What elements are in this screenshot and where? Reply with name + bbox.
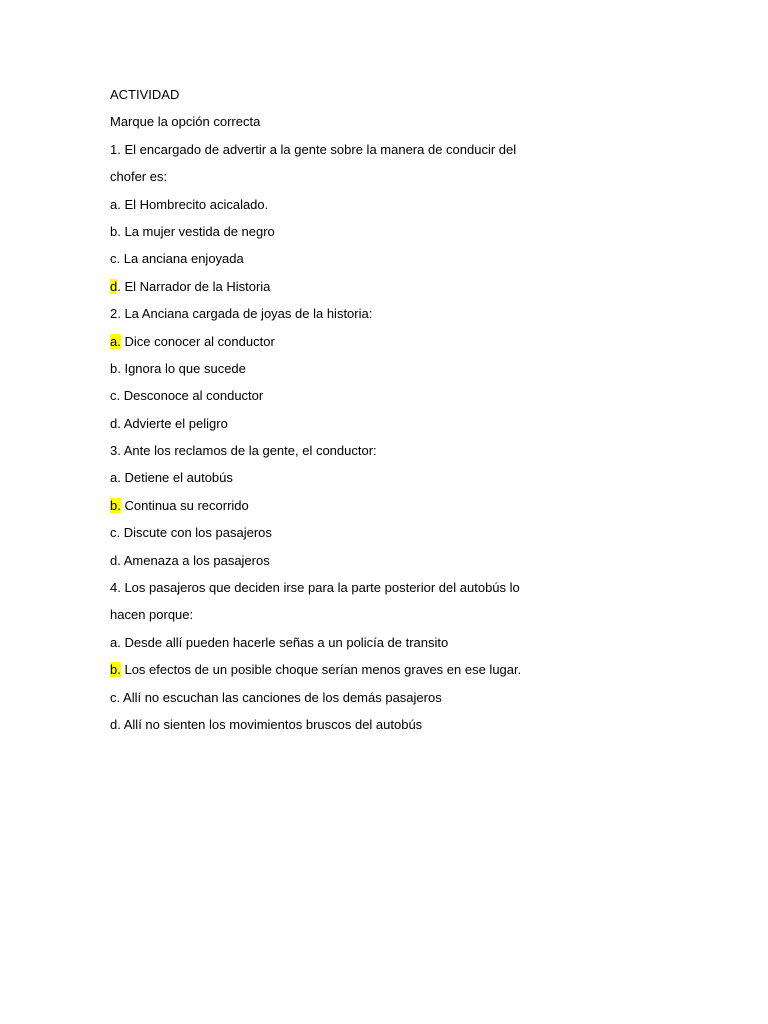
- answer-option: [110, 684, 670, 711]
- option-letter: d.: [110, 716, 121, 732]
- answer-option: [110, 547, 670, 574]
- answer-option: [110, 382, 670, 409]
- option-letter: c.: [110, 525, 121, 541]
- question-stem-line: hacen porque:: [110, 607, 194, 623]
- option-text: Amenaza a los pasajeros: [123, 552, 270, 568]
- answer-option: [110, 410, 670, 437]
- option-text: Ignora lo que sucede: [124, 360, 246, 376]
- answer-option: [110, 464, 670, 491]
- option-text: Allí no escuchan las canciones de los demás pasajeros: [123, 689, 442, 705]
- question-3: [110, 437, 670, 574]
- question-1: [110, 136, 670, 300]
- option-letter-highlighted: d: [110, 278, 118, 294]
- document-title: ACTIVIDAD: [110, 87, 180, 102]
- answer-option: [110, 711, 670, 738]
- option-text: . El Narrador de la Historia: [117, 278, 271, 294]
- answer-option-selected: [110, 492, 670, 519]
- option-letter: b.: [110, 223, 121, 239]
- question-stem-line: 4. Los pasajeros que deciden irse para la parte posterior del autobús lo: [110, 580, 520, 596]
- answer-option: [110, 218, 670, 245]
- answer-option: [110, 519, 670, 546]
- option-letter: a.: [110, 634, 121, 650]
- option-letter: c.: [110, 388, 121, 404]
- question-stem-line: 1. El encargado de advertir a la gente sobre la manera de conducir del: [110, 141, 517, 157]
- instruction-text: Marque la opción correcta: [110, 114, 261, 130]
- option-letter-highlighted: b.: [110, 662, 121, 678]
- option-letter: d.: [110, 552, 121, 568]
- option-text: Dice conocer al conductor: [124, 333, 275, 349]
- option-letter: d.: [110, 415, 121, 431]
- option-letter-highlighted: b.: [110, 497, 121, 513]
- answer-option-selected: [110, 656, 670, 683]
- question-stem-line: 2. La Anciana cargada de joyas de la historia:: [110, 306, 373, 322]
- option-letter: c.: [110, 689, 121, 705]
- option-letter-highlighted: a.: [110, 333, 121, 349]
- option-text: La anciana enjoyada: [123, 251, 244, 267]
- answer-option-selected: [110, 328, 670, 355]
- option-text: Discute con los pasajeros: [123, 525, 272, 541]
- question-stem-line: 3. Ante los reclamos de la gente, el conductor:: [110, 443, 377, 459]
- option-letter: a.: [110, 196, 121, 212]
- question-2: [110, 300, 670, 437]
- answer-option: [110, 245, 670, 272]
- option-letter: c.: [110, 251, 121, 267]
- answer-option-selected: [110, 273, 670, 300]
- option-text: Allí no sienten los movimientos bruscos del autobús: [123, 716, 423, 732]
- option-letter: a.: [110, 470, 121, 486]
- option-text: Desde allí pueden hacerle señas a un policía de transito: [124, 634, 449, 650]
- option-text: El Hombrecito acicalado.: [124, 196, 269, 212]
- answer-option: [110, 355, 670, 382]
- question-4: [110, 574, 670, 738]
- question-stem-line: chofer es:: [110, 169, 168, 185]
- option-text: La mujer vestida de negro: [124, 223, 275, 239]
- option-letter: b.: [110, 360, 121, 376]
- option-text: Detiene el autobús: [124, 470, 233, 486]
- option-text: Los efectos de un posible choque serían menos graves en ese lugar.: [124, 662, 522, 678]
- answer-option: [110, 191, 670, 218]
- answer-option: [110, 629, 670, 656]
- option-text: Desconoce al conductor: [123, 388, 264, 404]
- option-text: Advierte el peligro: [123, 415, 228, 431]
- option-text: Continua su recorrido: [124, 497, 249, 513]
- document-page: [110, 81, 670, 738]
